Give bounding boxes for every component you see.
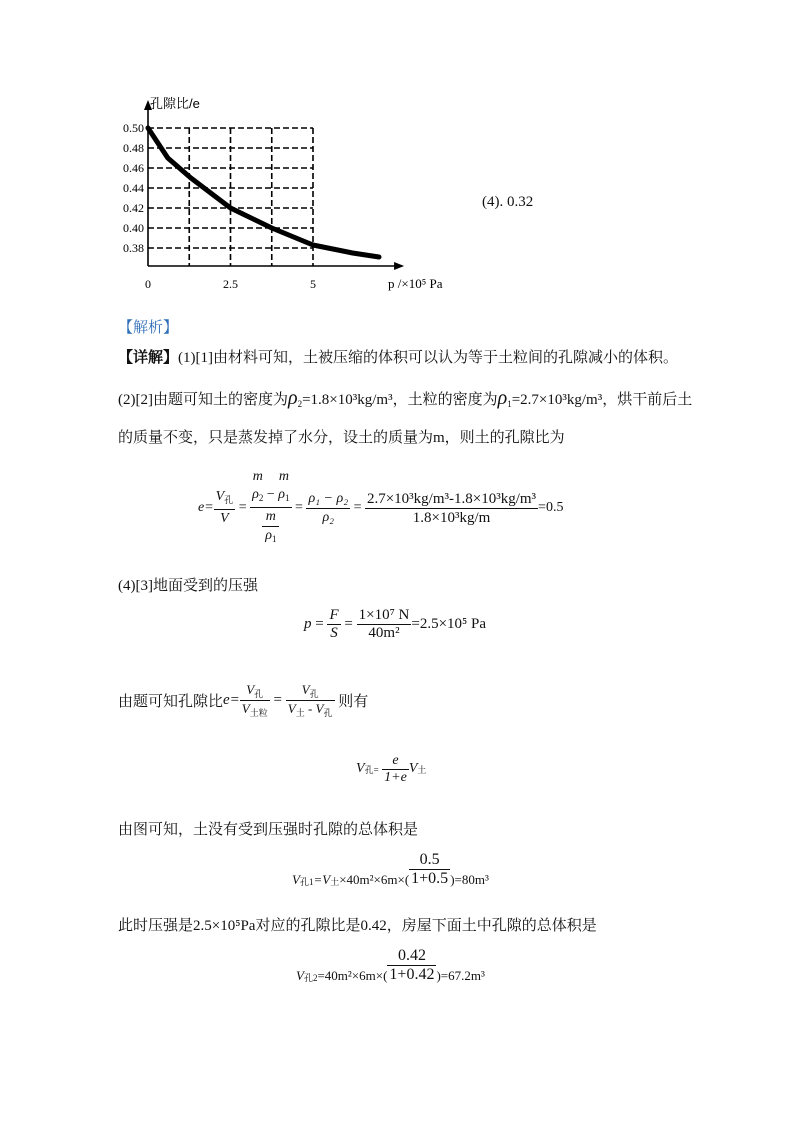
y-axis-label: 孔隙比/e xyxy=(150,96,200,111)
y-tick-label-3: 0.44 xyxy=(123,181,144,195)
paragraph-4: (4)[3]地面受到的压强 xyxy=(118,578,258,594)
y-tick-label-5: 0.40 xyxy=(123,221,144,235)
section-label: 【解析】 xyxy=(118,320,179,336)
y-tick-label-2: 0.46 xyxy=(123,161,144,175)
chart-grid xyxy=(148,128,313,266)
y-tick-label-6: 0.38 xyxy=(123,241,144,255)
paragraph-2: (2)[2]由题可知土的密度为$\rho_2=1.8\times 10^3kg/m^3$，土粒的密度为$\rho_1=2.7\times 10^3kg/m^3$，烘干前后土 xyxy=(118,387,693,409)
paragraph-6: 由图可知，土没有受到压强时孔隙的总体积是 xyxy=(118,822,419,838)
detail-label: 【详解】 xyxy=(118,350,179,366)
void-ratio-chart xyxy=(110,88,470,298)
chart-axes xyxy=(144,100,404,270)
equation-volume-2: V 孔2 =40m²×6m×( $\frac{0.42}{1+0.42}$ )=67.2m³ xyxy=(296,947,485,983)
y-tick-label-1: 0.48 xyxy=(123,141,144,155)
y-tick-label-4: 0.42 xyxy=(123,201,144,215)
equation-pressure: p = $\frac{F}{S}$ = $\frac{\text{1×10⁷ N}}{\text{40m²}}$ =2.5×10⁵ Pa xyxy=(304,606,487,641)
x-tick-label-2: 5 xyxy=(310,277,316,291)
paragraph-1: 【详解】(1)[1]由材料可知，土被压缩的体积可以认为等于土粒间的孔隙减小的体积。 xyxy=(118,350,678,366)
equation-volume-1: V 孔1 =V 土 ×40m²×6m×( $\frac{0.5}{1+0.5}$ )=80m³ xyxy=(292,851,489,887)
x-axis-label: p /×10⁵ Pa xyxy=(388,276,443,291)
x-tick-label-1: 2.5 xyxy=(223,277,238,291)
series-line xyxy=(148,128,379,257)
y-tick-label-0: 0.50 xyxy=(123,121,144,135)
equation-void-ratio: e= $\frac{V_孔}{V}$ = m $\rho_2$ − m $\rho_1$ m $\rho_1$ = $\frac{\text{ρ₁ − ρ₂}}{\text{ρ₂}}$ = $\frac{\text{2.7×10³kg/m³-1.8×10³kg/m³}}{\text{1.8×10³kg/m}}$ =0.5 xyxy=(198,458,563,558)
paragraph-7: 此时压强是2.5×10⁵Pa对应的孔隙比是0.42，房屋下面土中孔隙的总体积是 xyxy=(118,918,597,934)
equation-hole-volume: V 孔= $\frac{e}{1+e}$ V 土 xyxy=(356,752,427,785)
x-tick-label-0: 0 xyxy=(145,277,151,291)
paragraph-3: 的质量不变，只是蒸发掉了水分，设土的质量为m，则土的孔隙比为 xyxy=(118,430,565,446)
chart-series xyxy=(148,128,379,257)
paragraph-5: 由题可知孔隙比 e= $\frac{V_孔}{V_{土粒}}$ = $\frac{V_孔}{V_土 - V_孔}$ 则有 xyxy=(118,681,369,718)
x-axis-arrow xyxy=(394,262,404,270)
answer-4: (4). 0.32 xyxy=(482,194,534,210)
